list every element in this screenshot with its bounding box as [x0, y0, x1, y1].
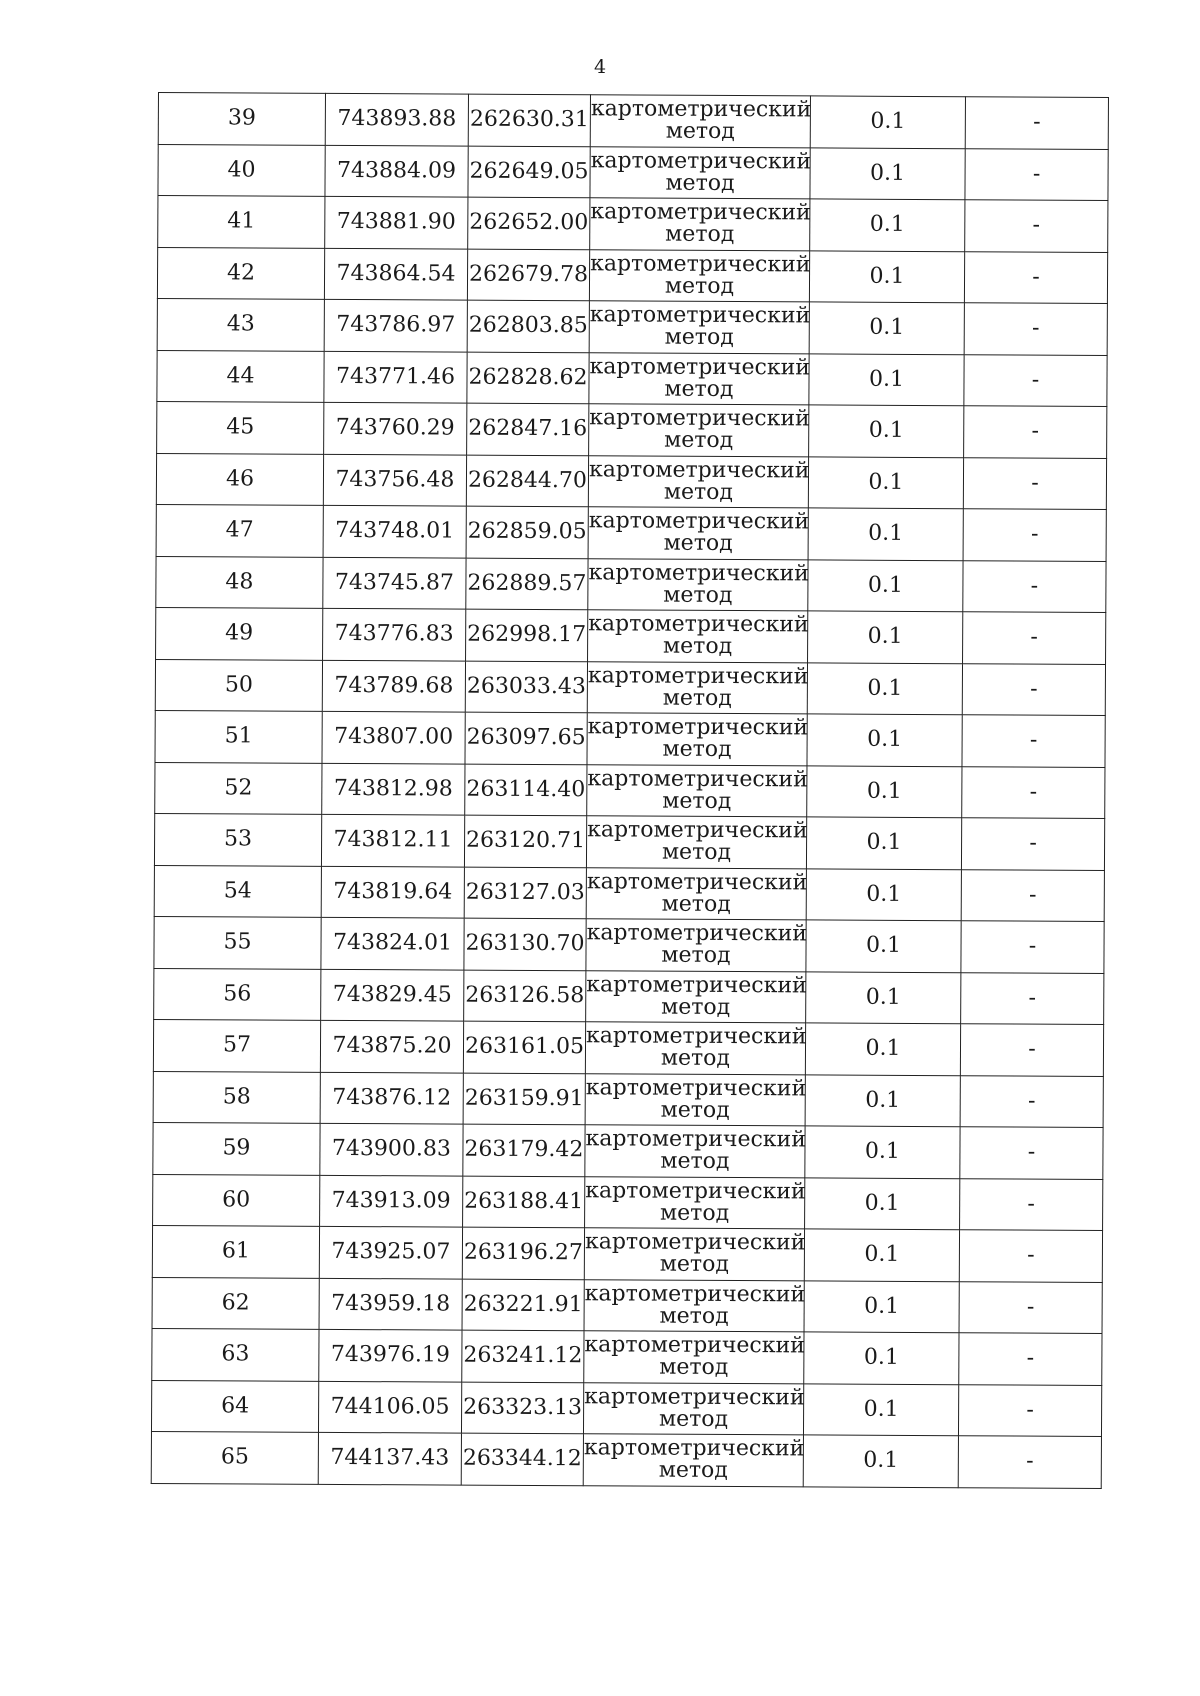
- method-text-line: картометрический: [583, 1435, 805, 1462]
- method-text-line: картометрический: [584, 1281, 806, 1308]
- accuracy-cell: 0.1: [806, 817, 961, 869]
- table-row: [157, 350, 1107, 406]
- y-coordinate-cell: 262652.00: [468, 197, 590, 249]
- accuracy-cell: 0.1: [810, 147, 965, 199]
- method-cell: [588, 610, 808, 663]
- note-cell: -: [960, 1024, 1103, 1076]
- table-row: [156, 504, 1106, 560]
- table-row: [153, 1174, 1103, 1230]
- accuracy-cell: 0.1: [807, 662, 962, 714]
- y-coordinate-cell: 262679.78: [467, 249, 589, 301]
- note-cell: -: [963, 457, 1106, 509]
- note-cell: -: [959, 1230, 1102, 1282]
- accuracy-cell: 0.1: [805, 1023, 960, 1075]
- y-coordinate-cell: 262844.70: [466, 455, 588, 507]
- table-row: [153, 1122, 1103, 1178]
- method-cell: [588, 558, 808, 611]
- note-cell: -: [960, 1178, 1103, 1230]
- point-number-cell: 63: [152, 1328, 319, 1380]
- accuracy-cell: 0.1: [806, 971, 961, 1023]
- method-text-line: картометрический: [587, 766, 808, 793]
- method-cell: [590, 146, 810, 199]
- method-text-line: картометрический: [590, 148, 812, 175]
- accuracy-cell: 0.1: [809, 250, 964, 302]
- method-cell: [590, 198, 810, 251]
- method-text-line: метод: [662, 685, 732, 711]
- coordinates-table: [151, 92, 1109, 1488]
- point-number-cell: 49: [156, 607, 323, 659]
- x-coordinate-cell: 743771.46: [324, 351, 467, 403]
- table-row: [154, 968, 1104, 1024]
- accuracy-cell: 0.1: [805, 1177, 960, 1229]
- method-text-line: картометрический: [590, 199, 811, 226]
- method-text-line: картометрический: [589, 405, 810, 432]
- accuracy-cell: 0.1: [804, 1229, 959, 1281]
- point-number-cell: 46: [156, 453, 323, 505]
- note-cell: -: [958, 1384, 1101, 1436]
- method-text-line: метод: [663, 530, 733, 557]
- method-text-line: метод: [664, 324, 734, 351]
- table-row: [151, 1380, 1101, 1436]
- method-cell: [586, 919, 806, 972]
- method-text-line: метод: [663, 479, 734, 505]
- table-row: [158, 196, 1108, 252]
- table-row: [156, 453, 1106, 509]
- table-row: [156, 607, 1106, 663]
- method-text-line: картометрический: [585, 1126, 806, 1153]
- method-cell: [589, 301, 809, 354]
- x-coordinate-cell: 743824.01: [321, 917, 464, 969]
- table-row: [154, 916, 1104, 972]
- note-cell: -: [964, 406, 1107, 458]
- x-coordinate-cell: 743925.07: [319, 1226, 462, 1278]
- y-coordinate-cell: 262649.05: [468, 146, 590, 198]
- note-cell: -: [961, 921, 1104, 973]
- y-coordinate-cell: 263120.71: [464, 815, 586, 867]
- note-cell: -: [960, 1075, 1103, 1127]
- x-coordinate-cell: 744106.05: [318, 1381, 461, 1433]
- x-coordinate-cell: 743876.12: [320, 1072, 463, 1124]
- point-number-cell: 39: [158, 93, 325, 145]
- point-number-cell: 65: [151, 1431, 318, 1483]
- x-coordinate-cell: 743745.87: [323, 557, 466, 609]
- point-number-cell: 41: [158, 196, 325, 248]
- method-text-line: метод: [660, 1148, 730, 1175]
- point-number-cell: 53: [154, 813, 321, 865]
- point-number-cell: 59: [153, 1122, 320, 1174]
- table-row: [152, 1328, 1102, 1384]
- method-text-line: картометрический: [590, 96, 812, 123]
- method-text-line: картометрический: [584, 1383, 805, 1411]
- method-text-line: картометрический: [589, 354, 811, 381]
- method-text-line: картометрический: [584, 1229, 806, 1256]
- point-number-cell: 54: [154, 865, 321, 917]
- x-coordinate-cell: 743881.90: [325, 196, 468, 248]
- method-text-line: метод: [660, 1200, 730, 1226]
- table-row: [153, 1019, 1103, 1075]
- note-cell: -: [962, 663, 1105, 715]
- accuracy-cell: 0.1: [810, 199, 965, 251]
- method-text-line: картометрический: [587, 714, 809, 741]
- accuracy-cell: 0.1: [806, 868, 961, 920]
- x-coordinate-cell: 743893.88: [325, 93, 468, 145]
- point-number-cell: 48: [156, 556, 323, 608]
- x-coordinate-cell: 743760.29: [324, 402, 467, 454]
- point-number-cell: 47: [156, 504, 323, 556]
- y-coordinate-cell: 263241.12: [462, 1330, 584, 1382]
- accuracy-cell: 0.1: [807, 765, 962, 817]
- method-text-line: метод: [661, 891, 731, 917]
- table-row: [152, 1225, 1102, 1281]
- x-coordinate-cell: 743959.18: [319, 1278, 462, 1330]
- method-text-line: метод: [659, 1354, 729, 1381]
- y-coordinate-cell: 263130.70: [464, 918, 586, 970]
- y-coordinate-cell: 263159.91: [463, 1073, 585, 1125]
- note-cell: -: [963, 509, 1106, 561]
- x-coordinate-cell: 744137.43: [318, 1432, 461, 1484]
- point-number-cell: 52: [155, 762, 322, 814]
- y-coordinate-cell: 263126.58: [464, 970, 586, 1022]
- method-text-line: метод: [665, 170, 735, 196]
- table-row: [155, 762, 1105, 818]
- method-text-line: картометрический: [585, 1023, 807, 1050]
- method-cell: [583, 1382, 803, 1435]
- method-text-line: картометрический: [586, 972, 807, 999]
- table-row: [157, 401, 1107, 457]
- method-text-line: метод: [661, 994, 731, 1020]
- method-text-line: метод: [662, 788, 732, 814]
- x-coordinate-cell: 743789.68: [322, 660, 465, 712]
- method-text-line: метод: [660, 1097, 730, 1123]
- method-text-line: метод: [658, 1406, 729, 1432]
- method-text-line: метод: [661, 942, 731, 969]
- coordinates-table-body: [151, 93, 1108, 1488]
- y-coordinate-cell: 262889.57: [466, 558, 588, 610]
- y-coordinate-cell: 263033.43: [465, 661, 587, 713]
- page-number: 4: [593, 56, 607, 78]
- table-row: [151, 1431, 1101, 1487]
- point-number-cell: 58: [153, 1071, 320, 1123]
- point-number-cell: 50: [155, 659, 322, 711]
- note-cell: -: [961, 869, 1104, 921]
- y-coordinate-cell: 263179.42: [463, 1124, 585, 1176]
- method-cell: [588, 455, 808, 508]
- x-coordinate-cell: 743756.48: [323, 454, 466, 506]
- accuracy-cell: 0.1: [809, 302, 964, 354]
- method-text-line: картометрический: [586, 920, 808, 947]
- method-cell: [588, 507, 808, 560]
- note-cell: -: [964, 303, 1107, 355]
- note-cell: -: [958, 1436, 1101, 1488]
- note-cell: -: [965, 148, 1108, 200]
- note-cell: -: [959, 1281, 1102, 1333]
- note-cell: -: [961, 818, 1104, 870]
- method-cell: [587, 764, 807, 817]
- method-cell: [584, 1279, 804, 1332]
- note-cell: -: [959, 1333, 1102, 1385]
- method-cell: [587, 713, 807, 766]
- table-row: [158, 93, 1108, 149]
- point-number-cell: 44: [157, 350, 324, 402]
- method-text-line: метод: [658, 1457, 728, 1484]
- accuracy-cell: 0.1: [804, 1332, 959, 1384]
- x-coordinate-cell: 743884.09: [325, 145, 468, 197]
- method-cell: [584, 1331, 804, 1384]
- x-coordinate-cell: 743913.09: [320, 1175, 463, 1227]
- y-coordinate-cell: 263114.40: [465, 764, 587, 816]
- method-cell: [583, 1434, 803, 1487]
- y-coordinate-cell: 263323.13: [461, 1382, 583, 1434]
- accuracy-cell: 0.1: [808, 611, 963, 663]
- method-cell: [586, 816, 806, 869]
- table-row: [154, 813, 1104, 869]
- x-coordinate-cell: 743812.11: [321, 814, 464, 866]
- accuracy-cell: 0.1: [808, 508, 963, 560]
- x-coordinate-cell: 743864.54: [324, 248, 467, 300]
- point-number-cell: 43: [157, 298, 324, 350]
- y-coordinate-cell: 263196.27: [462, 1227, 584, 1279]
- method-cell: [586, 867, 806, 920]
- point-number-cell: 51: [155, 710, 322, 762]
- method-text-line: картометрический: [588, 508, 810, 535]
- method-text-line: метод: [664, 376, 734, 402]
- note-cell: -: [961, 972, 1104, 1024]
- note-cell: -: [963, 612, 1106, 664]
- table-row: [152, 1277, 1102, 1333]
- y-coordinate-cell: 263221.91: [462, 1279, 584, 1331]
- method-cell: [585, 1073, 805, 1126]
- point-number-cell: 55: [154, 916, 321, 968]
- accuracy-cell: 0.1: [805, 1126, 960, 1178]
- accuracy-cell: 0.1: [805, 1074, 960, 1126]
- note-cell: -: [962, 715, 1105, 767]
- method-text-line: метод: [665, 118, 735, 145]
- accuracy-cell: 0.1: [806, 920, 961, 972]
- accuracy-cell: 0.1: [807, 714, 962, 766]
- note-cell: -: [965, 97, 1108, 149]
- table-row: [157, 298, 1107, 354]
- method-text-line: метод: [665, 221, 735, 248]
- method-text-line: картометрический: [588, 560, 809, 587]
- x-coordinate-cell: 743748.01: [323, 505, 466, 557]
- point-number-cell: 40: [158, 144, 325, 196]
- y-coordinate-cell: 262630.31: [468, 94, 590, 146]
- table-row: [153, 1071, 1103, 1127]
- method-text-line: метод: [660, 1045, 731, 1072]
- y-coordinate-cell: 263127.03: [464, 867, 586, 919]
- y-coordinate-cell: 263188.41: [463, 1176, 585, 1228]
- note-cell: -: [962, 766, 1105, 818]
- accuracy-cell: 0.1: [810, 96, 965, 148]
- y-coordinate-cell: 262803.85: [467, 300, 589, 352]
- note-cell: -: [963, 560, 1106, 612]
- method-text-line: картометрический: [584, 1332, 805, 1359]
- note-cell: -: [960, 1127, 1103, 1179]
- point-number-cell: 45: [157, 401, 324, 453]
- note-cell: -: [964, 251, 1107, 303]
- method-cell: [586, 970, 806, 1023]
- x-coordinate-cell: 743786.97: [324, 299, 467, 351]
- method-text-line: метод: [661, 839, 732, 866]
- accuracy-cell: 0.1: [808, 456, 963, 508]
- point-number-cell: 57: [153, 1019, 320, 1071]
- table-row: [156, 556, 1106, 612]
- method-cell: [589, 249, 809, 302]
- table-row: [155, 710, 1105, 766]
- method-text-line: метод: [663, 582, 733, 608]
- method-text-line: картометрический: [588, 611, 809, 638]
- x-coordinate-cell: 743900.83: [320, 1123, 463, 1175]
- method-text-line: картометрический: [586, 869, 808, 896]
- method-text-line: картометрический: [589, 302, 811, 329]
- method-cell: [589, 404, 809, 457]
- method-text-line: картометрический: [585, 1075, 807, 1102]
- point-number-cell: 62: [152, 1277, 319, 1329]
- accuracy-cell: 0.1: [809, 405, 964, 457]
- method-cell: [584, 1228, 804, 1281]
- method-text-line: метод: [662, 736, 732, 763]
- table-row: [155, 659, 1105, 715]
- point-number-cell: 60: [153, 1174, 320, 1226]
- method-cell: [585, 1022, 805, 1075]
- accuracy-cell: 0.1: [804, 1280, 959, 1332]
- x-coordinate-cell: 743976.19: [319, 1329, 462, 1381]
- y-coordinate-cell: 263161.05: [463, 1021, 585, 1073]
- x-coordinate-cell: 743829.45: [321, 969, 464, 1021]
- method-cell: [585, 1125, 805, 1178]
- method-text-line: картометрический: [588, 457, 810, 484]
- x-coordinate-cell: 743807.00: [322, 711, 465, 763]
- method-text-line: картометрический: [587, 663, 809, 690]
- accuracy-cell: 0.1: [808, 559, 963, 611]
- table-row: [157, 247, 1107, 303]
- method-text-line: метод: [662, 633, 733, 660]
- x-coordinate-cell: 743875.20: [320, 1020, 463, 1072]
- y-coordinate-cell: 262998.17: [466, 609, 588, 661]
- accuracy-cell: 0.1: [803, 1435, 958, 1487]
- point-number-cell: 56: [154, 968, 321, 1020]
- note-cell: -: [965, 200, 1108, 252]
- y-coordinate-cell: 263097.65: [465, 712, 587, 764]
- x-coordinate-cell: 743812.98: [322, 763, 465, 815]
- method-text-line: картометрический: [590, 251, 811, 278]
- method-text-line: метод: [659, 1251, 729, 1278]
- method-text-line: картометрический: [585, 1178, 806, 1205]
- method-text-line: метод: [664, 273, 735, 299]
- note-cell: -: [964, 354, 1107, 406]
- point-number-cell: 61: [152, 1225, 319, 1277]
- method-cell: [589, 352, 809, 405]
- x-coordinate-cell: 743776.83: [323, 608, 466, 660]
- accuracy-cell: 0.1: [809, 353, 964, 405]
- y-coordinate-cell: 262847.16: [467, 403, 589, 455]
- method-cell: [590, 95, 810, 148]
- table-row: [154, 865, 1104, 921]
- method-text-line: метод: [659, 1303, 729, 1329]
- method-cell: [587, 661, 807, 714]
- method-cell: [585, 1176, 805, 1229]
- x-coordinate-cell: 743819.64: [321, 866, 464, 918]
- y-coordinate-cell: 263344.12: [461, 1433, 583, 1485]
- point-number-cell: 42: [157, 247, 324, 299]
- method-text-line: картометрический: [587, 817, 808, 844]
- point-number-cell: 64: [151, 1380, 318, 1432]
- y-coordinate-cell: 262859.05: [466, 506, 588, 558]
- method-text-line: метод: [664, 427, 734, 454]
- table-row: [158, 144, 1108, 200]
- y-coordinate-cell: 262828.62: [467, 352, 589, 404]
- accuracy-cell: 0.1: [803, 1383, 958, 1435]
